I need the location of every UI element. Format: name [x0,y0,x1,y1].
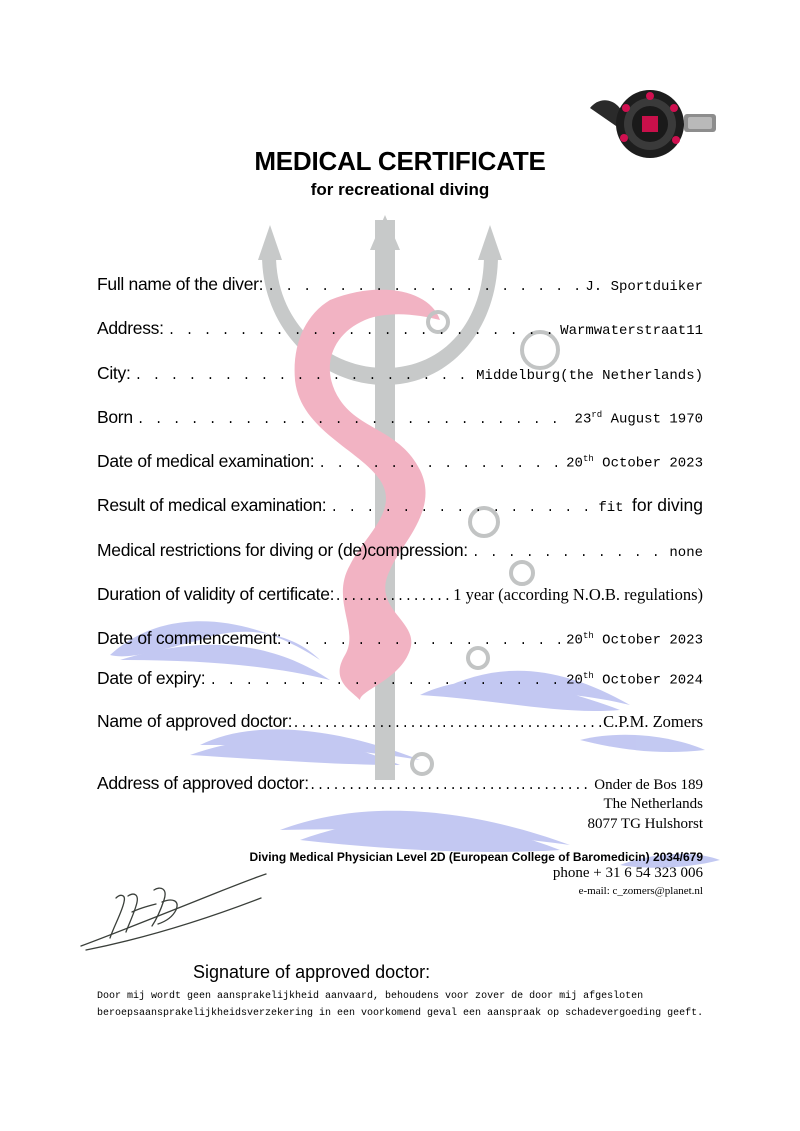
signature-label: Signature of approved doctor: [193,962,431,982]
address-label: Address: [97,318,164,338]
exam-result-for-diving: for diving [631,495,703,515]
doctor-name-label: Name of approved doctor: [97,711,293,731]
field-exam-result [97,495,703,521]
exam-result-label: Result of medical examination: [97,495,327,515]
doctor-signature [76,868,276,953]
born-day: 23 [574,412,592,428]
certificate-subtitle: for recreational diving [310,180,490,199]
dot-leader [168,323,557,338]
born-month-year: August 1970 [610,412,703,428]
city-label: City: [97,363,131,383]
commencement-value [566,631,703,649]
doctor-name-value: C.P.M. Zomers [603,712,703,731]
dot-leader [309,778,592,793]
full-name-label: Full name of the diver: [97,274,264,294]
dot-leader [135,368,473,383]
field-expiry [97,668,703,694]
dot-leader [330,500,594,515]
doctor-address-value: Onder de Bos 189 [594,777,703,793]
validity-label: Duration of validity of certificate: [97,584,335,604]
dot-leader [209,673,562,688]
expiry-value [566,671,703,689]
expiry-day: 20 [566,673,583,689]
commencement-label: Date of commencement: [97,628,282,648]
restrictions-value: none [669,545,703,561]
field-commencement [97,628,703,654]
field-doctor-name [97,711,703,737]
liability-disclaimer: Door mij wordt geen aansprakelijkheid aanvaard, behoudens voor zover de door mij afgesloten beroepsaansprakelijkheidsverzekering in een voorkomend geval een aanspraak op schadevergoeding geeft. [97,991,704,1019]
dot-leader [318,456,562,471]
commencement-month-year: October 2023 [602,633,703,649]
field-city [97,363,703,389]
validity-value: 1 year (according N.O.B. regulations) [453,585,703,604]
doctor-email: e-mail: c_zomers@planet.nl [578,885,703,897]
field-full-name [97,274,703,300]
field-exam-date [97,451,703,477]
exam-date-month-year: October 2023 [602,456,703,472]
doctor-address-line2: The Netherlands [603,796,703,812]
exam-date-label: Date of medical examination: [97,451,315,471]
doctor-qualification: Diving Medical Physician Level 2D (European College of Baromedicin) 2034/679 [249,850,703,864]
doctor-address-line3: 8077 TG Hulshorst [587,816,703,832]
city-value: Middelburg(the Netherlands) [476,368,703,384]
dot-leader [472,545,666,560]
certificate-title: MEDICAL CERTIFICATE [254,146,546,176]
born-day-suffix: rd [591,410,603,421]
expiry-suffix: th [582,671,594,682]
dot-leader [267,279,581,294]
exam-result-value [598,495,703,516]
doctor-phone: phone + 31 6 54 323 006 [552,865,703,881]
expiry-month-year: October 2024 [602,673,703,689]
field-restrictions [97,540,703,566]
dot-leader [137,412,571,427]
restrictions-label: Medical restrictions for diving or (de)compression: [97,540,468,560]
field-validity [97,584,703,610]
exam-result-fit: fit [598,500,624,516]
exam-date-value [566,454,703,472]
exam-date-day: 20 [566,456,583,472]
field-born [97,407,703,433]
commencement-day: 20 [566,633,583,649]
dot-leader [285,633,562,648]
commencement-suffix: th [582,631,594,642]
dot-leader [334,589,451,604]
born-label: Born [97,407,133,427]
exam-date-suffix: th [582,454,594,465]
doctor-address-label: Address of approved doctor: [97,773,309,793]
full-name-value: J. Sportduiker [585,279,703,295]
field-address [97,318,703,344]
born-value [575,410,703,428]
dot-leader [292,716,601,731]
expiry-label: Date of expiry: [97,668,206,688]
address-value: Warmwaterstraat11 [560,323,703,339]
